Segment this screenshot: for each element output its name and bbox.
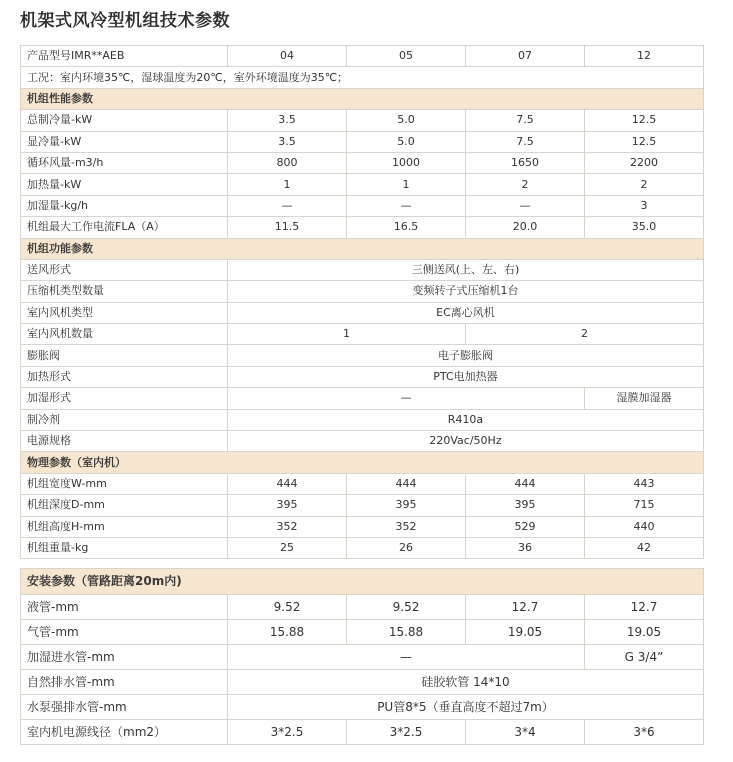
row-label: 机组深度D-mm	[21, 495, 228, 516]
row-label: 膨胀阀	[21, 345, 228, 366]
section-performance	[21, 88, 704, 109]
table-row	[21, 324, 704, 345]
cell: 1650	[466, 152, 585, 173]
model-04: 04	[228, 46, 347, 67]
section-function	[21, 238, 704, 259]
cell: 12.5	[585, 110, 704, 131]
section-title: 机组性能参数	[21, 88, 704, 109]
cell: 硅胶软管 14*10	[228, 670, 704, 695]
cell: —	[228, 195, 347, 216]
cell: 1	[228, 174, 347, 195]
cell: 1	[228, 324, 466, 345]
table-row	[21, 595, 704, 620]
row-label: 显冷量-kW	[21, 131, 228, 152]
cell: 3*6	[585, 720, 704, 745]
table-header-row	[21, 46, 704, 67]
row-label: 室内机电源线径（mm2）	[21, 720, 228, 745]
section-title: 物理参数（室内机）	[21, 452, 704, 473]
row-label: 加湿形式	[21, 388, 228, 409]
cell: 395	[347, 495, 466, 516]
row-label: 自然排水管-mm	[21, 670, 228, 695]
cell: 19.05	[466, 620, 585, 645]
row-label: 电源规格	[21, 431, 228, 452]
row-label: 气管-mm	[21, 620, 228, 645]
table-row	[21, 152, 704, 173]
cell: 395	[466, 495, 585, 516]
cell: —	[347, 195, 466, 216]
table-row	[21, 345, 704, 366]
model-12: 12	[585, 46, 704, 67]
row-label: 机组宽度W-mm	[21, 473, 228, 494]
cell: 2	[466, 324, 704, 345]
table-row	[21, 620, 704, 645]
cell: 42	[585, 537, 704, 558]
row-label: 机组重量-kg	[21, 537, 228, 558]
cell: —	[228, 388, 585, 409]
cell: 变频转子式压缩机1台	[228, 281, 704, 302]
row-label: 送风形式	[21, 259, 228, 280]
table-row	[21, 259, 704, 280]
cell: 395	[228, 495, 347, 516]
row-label: 水泵强排水管-mm	[21, 695, 228, 720]
cell: 220Vac/50Hz	[228, 431, 704, 452]
cell: 5.0	[347, 131, 466, 152]
cell: EC离心风机	[228, 302, 704, 323]
cell: —	[466, 195, 585, 216]
row-label: 制冷剂	[21, 409, 228, 430]
cell: 35.0	[585, 217, 704, 238]
row-label: 压缩机类型数量	[21, 281, 228, 302]
cell: 3	[585, 195, 704, 216]
row-label: 液管-mm	[21, 595, 228, 620]
row-label: 循环风量-m3/h	[21, 152, 228, 173]
row-label: 机组高度H-mm	[21, 516, 228, 537]
cell: 9.52	[347, 595, 466, 620]
page-title: 机架式风冷型机组技术参数	[20, 11, 230, 31]
table-row	[21, 431, 704, 452]
cell: 25	[228, 537, 347, 558]
cell: 440	[585, 516, 704, 537]
table-row	[21, 516, 704, 537]
table-row	[21, 670, 704, 695]
table-row	[21, 195, 704, 216]
table-row	[21, 473, 704, 494]
cell: 11.5	[228, 217, 347, 238]
table-row	[21, 281, 704, 302]
cell: 1000	[347, 152, 466, 173]
cell: 16.5	[347, 217, 466, 238]
row-label: 加湿量-kg/h	[21, 195, 228, 216]
cell: 20.0	[466, 217, 585, 238]
conditions-text: 工况：室内环境35℃，湿球温度为20℃，室外环境温度为35℃；	[21, 67, 704, 88]
row-label: 室内风机类型	[21, 302, 228, 323]
table-row	[21, 388, 704, 409]
cell: 444	[228, 473, 347, 494]
cell: 3*4	[466, 720, 585, 745]
table-row	[21, 645, 704, 670]
cell: 444	[347, 473, 466, 494]
model-07: 07	[466, 46, 585, 67]
cell: 7.5	[466, 131, 585, 152]
cell: 电子膨胀阀	[228, 345, 704, 366]
section-title: 机组功能参数	[21, 238, 704, 259]
cell: 444	[466, 473, 585, 494]
cell: 7.5	[466, 110, 585, 131]
table-row	[21, 720, 704, 745]
cell: R410a	[228, 409, 704, 430]
section-title: 安装参数（管路距离20m内)	[21, 569, 704, 595]
spec-table	[20, 45, 704, 745]
table-row	[21, 131, 704, 152]
cell: PTC电加热器	[228, 366, 704, 387]
cell: 3*2.5	[228, 720, 347, 745]
cell: 443	[585, 473, 704, 494]
table-row	[21, 110, 704, 131]
cell: 三侧送风(上、左、右)	[228, 259, 704, 280]
cell: 12.5	[585, 131, 704, 152]
cell: 12.7	[585, 595, 704, 620]
cell: 15.88	[347, 620, 466, 645]
cell: 2	[585, 174, 704, 195]
cell: 26	[347, 537, 466, 558]
cell: 2200	[585, 152, 704, 173]
table-row	[21, 366, 704, 387]
cell: 5.0	[347, 110, 466, 131]
cell: 2	[466, 174, 585, 195]
table-row	[21, 537, 704, 558]
row-label: 加热量-kW	[21, 174, 228, 195]
table-row	[21, 695, 704, 720]
row-label: 机组最大工作电流FLA（A）	[21, 217, 228, 238]
section-physical	[21, 452, 704, 473]
table-row	[21, 495, 704, 516]
section-installation	[21, 569, 704, 595]
cell: 715	[585, 495, 704, 516]
cell: G 3/4”	[585, 645, 704, 670]
row-label: 加热形式	[21, 366, 228, 387]
table-row	[21, 302, 704, 323]
cell: 9.52	[228, 595, 347, 620]
cell: —	[228, 645, 585, 670]
cell: 湿膜加湿器	[585, 388, 704, 409]
cell: 352	[228, 516, 347, 537]
model-label: 产品型号IMR**AEB	[21, 46, 228, 67]
cell: 1	[347, 174, 466, 195]
cell: 352	[347, 516, 466, 537]
cell: 800	[228, 152, 347, 173]
cell: 3.5	[228, 131, 347, 152]
row-label: 加湿进水管-mm	[21, 645, 228, 670]
table-row	[21, 174, 704, 195]
row-label: 总制冷量-kW	[21, 110, 228, 131]
cell: 529	[466, 516, 585, 537]
cell: 3*2.5	[347, 720, 466, 745]
cell: PU管8*5（垂直高度不超过7m）	[228, 695, 704, 720]
conditions-row	[21, 67, 704, 88]
cell: 15.88	[228, 620, 347, 645]
cell: 19.05	[585, 620, 704, 645]
cell: 3.5	[228, 110, 347, 131]
row-label: 室内风机数量	[21, 324, 228, 345]
cell: 36	[466, 537, 585, 558]
model-05: 05	[347, 46, 466, 67]
cell: 12.7	[466, 595, 585, 620]
spacer-cell	[21, 559, 704, 569]
table-row	[21, 409, 704, 430]
table-row	[21, 217, 704, 238]
spacer-row	[21, 559, 704, 569]
